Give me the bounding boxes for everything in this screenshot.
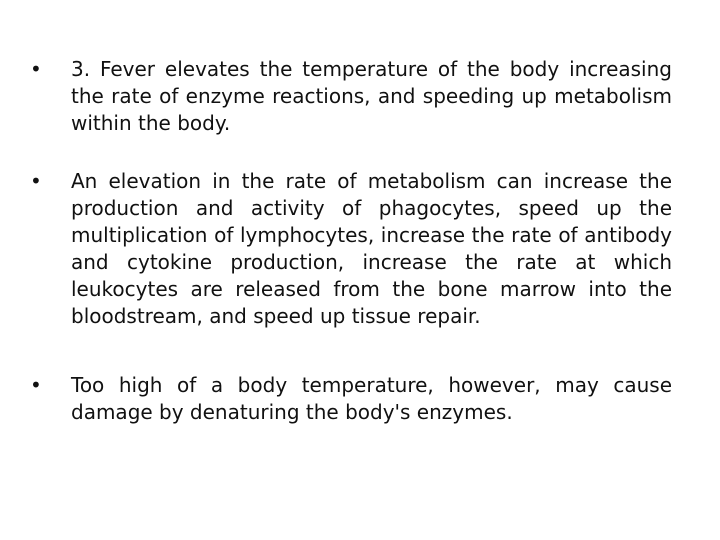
bullet-item-metabolism-effects bbox=[30, 168, 672, 330]
bullet-list bbox=[30, 56, 672, 426]
bullet-text: An elevation in the rate of metabolism can increase the production and activity of phagocytes, speed up the multiplication of lymphocytes, increase the rate of antibody and cytokine production, increase the rate at which leukocytes are released from the bone marrow into the bloodstream, and speed up tissue repair. bbox=[71, 169, 672, 328]
bullet-item-fever-metabolism bbox=[30, 56, 672, 137]
bullet-item-high-temperature bbox=[30, 372, 672, 426]
bullet-point-icon: • bbox=[30, 373, 42, 397]
bullet-point-icon: • bbox=[30, 169, 42, 193]
bullet-text: 3. Fever elevates the temperature of the body increasing the rate of enzyme reactions, and speeding up metabolism within the body. bbox=[71, 57, 672, 135]
bullet-point-icon: • bbox=[30, 57, 42, 81]
bullet-text: Too high of a body temperature, however, may cause damage by denaturing the body's enzymes. bbox=[71, 373, 672, 424]
